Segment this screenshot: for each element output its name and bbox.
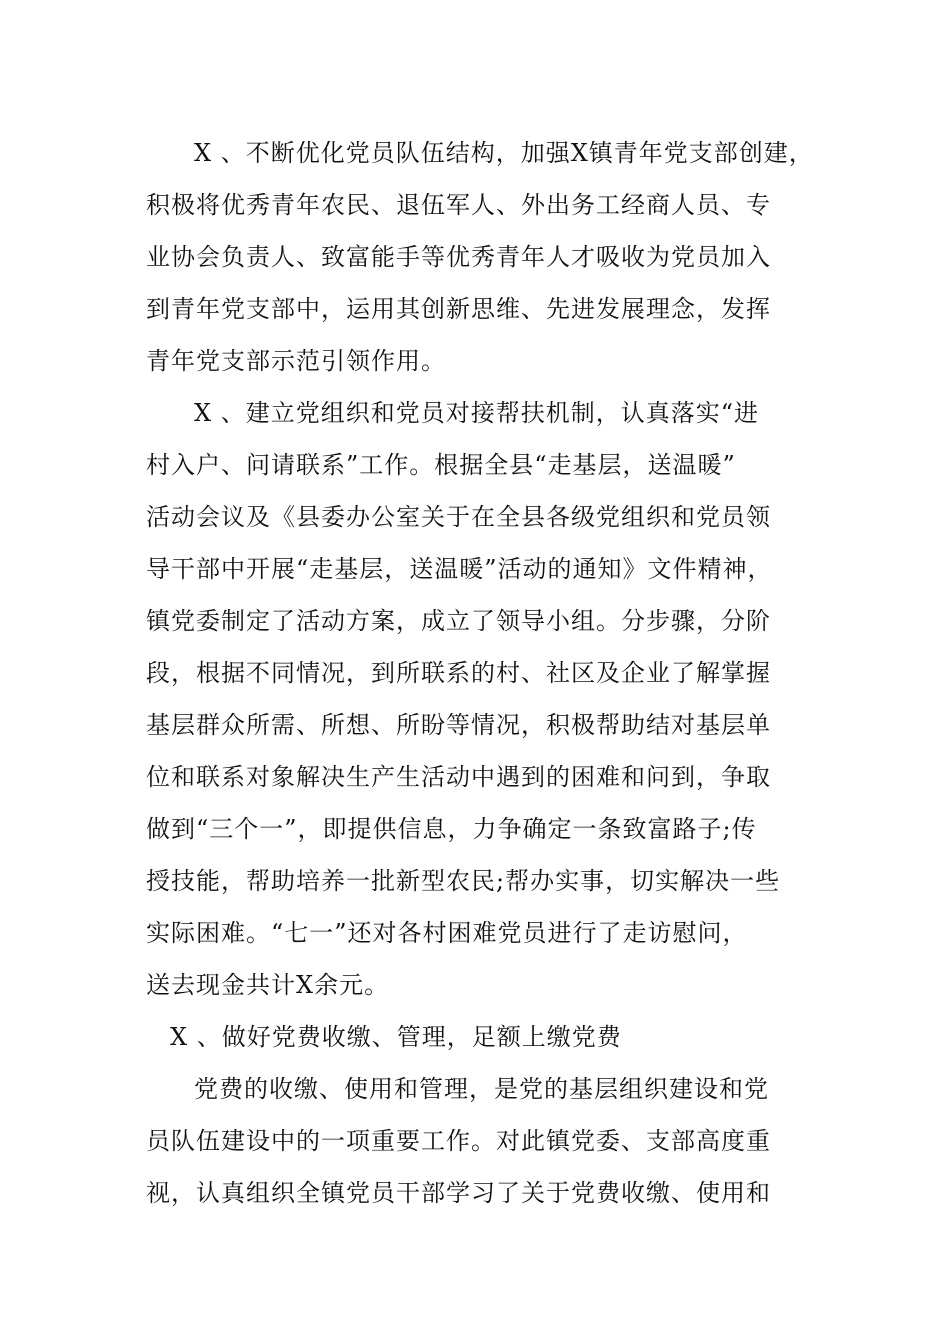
paragraph-2-line-8: 位和联系对象解决生产生活动中遇到的困难和问到，争取 bbox=[146, 763, 771, 791]
paragraph-2-line-3: 活动会议及《县委办公室关于在全县各级党组织和党员领 bbox=[146, 503, 771, 531]
paragraph-2-line-5: 镇党委制定了活动方案，成立了领导小组。分步骤，分阶 bbox=[146, 607, 771, 635]
paragraph-1-line-5: 青年党支部示范引领作用。 bbox=[146, 347, 446, 375]
paragraph-2-line-7: 基层群众所需、所想、所盼等情况，积极帮助结对基层单 bbox=[146, 711, 771, 739]
paragraph-2-line-11: 实际困难。“七一”还对各村困难党员进行了走访慰问， bbox=[146, 919, 748, 947]
paragraph-2-line-6: 段，根据不同情况，到所联系的村、社区及企业了解掌握 bbox=[146, 659, 771, 687]
paragraph-2-line-12: 送去现金共计X余元。 bbox=[146, 971, 390, 999]
paragraph-1-line-1: X 、不断优化党员队伍结构，加强X镇青年党支部创建， bbox=[194, 139, 814, 167]
paragraph-1-line-4: 到青年党支部中，运用其创新思维、先进发展理念，发挥 bbox=[146, 295, 771, 323]
paragraph-2-line-10: 授技能，帮助培养一批新型农民;帮办实事，切实解决一些 bbox=[146, 867, 781, 895]
paragraph-2-line-4: 导干部中开展“走基层，送温暖”活动的通知》文件精神， bbox=[146, 555, 773, 583]
section-heading: X 、做好党费收缴、管理，足额上缴党费 bbox=[170, 1023, 622, 1051]
paragraph-4-line-2: 员队伍建设中的一项重要工作。对此镇党委、支部高度重 bbox=[146, 1127, 771, 1155]
paragraph-2-line-2: 村入户、问请联系”工作。根据全县“走基层，送温暖” bbox=[146, 451, 736, 479]
paragraph-4-line-3: 视，认真组织全镇党员干部学习了关于党费收缴、使用和 bbox=[146, 1179, 771, 1207]
paragraph-1-line-2: 积极将优秀青年农民、退伍军人、外出务工经商人员、专 bbox=[146, 191, 771, 219]
paragraph-2-line-9: 做到“三个一”，即提供信息，力争确定一条致富路子;传 bbox=[146, 815, 757, 843]
paragraph-2-line-1: X 、建立党组织和党员对接帮扶机制，认真落实“进 bbox=[194, 399, 759, 427]
paragraph-4-line-1: 党费的收缴、使用和管理，是党的基层组织建设和党 bbox=[194, 1075, 769, 1103]
paragraph-1-line-3: 业协会负责人、致富能手等优秀青年人才吸收为党员加入 bbox=[146, 243, 771, 271]
